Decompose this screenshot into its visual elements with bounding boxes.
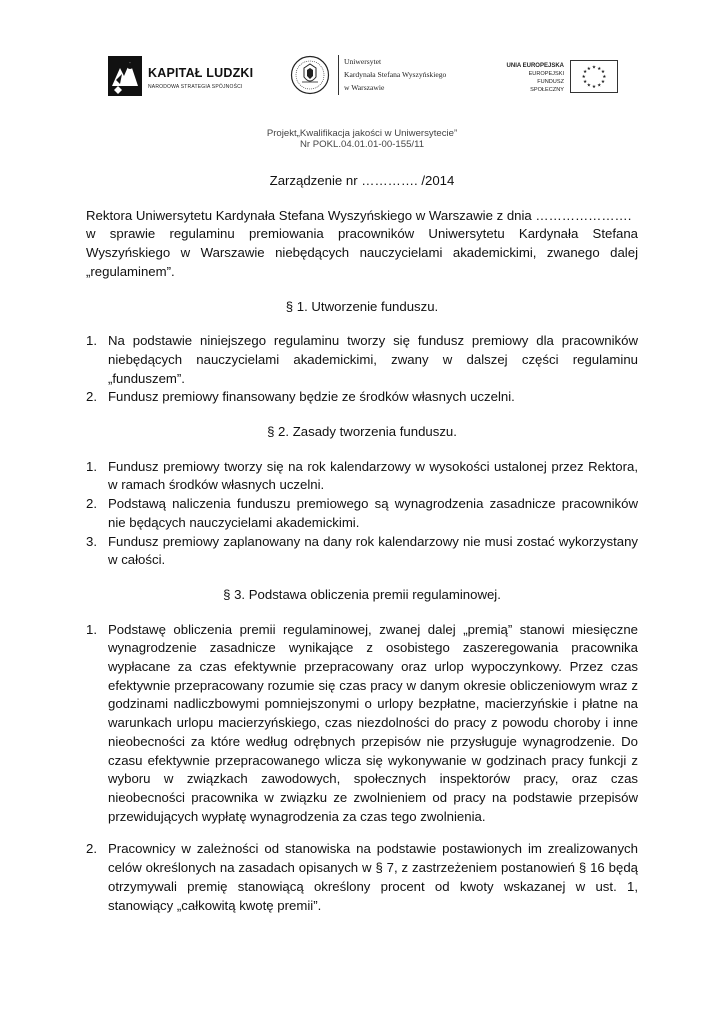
list-item [86, 332, 638, 388]
list-item [86, 621, 638, 827]
section-1-list [86, 332, 638, 407]
intro-line-1: Rektora Uniwersytetu Kardynała Stefana Wyszyńskiego w Warszawie z dnia …………………. [86, 207, 632, 223]
svg-text:★: ★ [582, 70, 588, 76]
list-item [86, 840, 638, 915]
item-number: 2. [86, 496, 97, 512]
svg-text:★: ★ [600, 80, 606, 86]
university-seal-icon [290, 55, 330, 95]
item-text: Fundusz premiowy zaplanowany na dany rok kalendarzowy nie musi zostać wykorzystany w całości. [108, 533, 638, 568]
svg-text:★: ★ [591, 65, 597, 71]
list-spacer [86, 826, 638, 840]
section-2-heading: § 2. Zasady tworzenia funduszu. [267, 424, 457, 440]
intro-rest: w sprawie regulaminu premiowania pracowników Uniwersytetu Kardynała Stefana Wyszyńskiego w Warszawie niebędących nauczycielami akademickimi, zwanego dalej „regulaminem”. [86, 226, 638, 279]
list-item [86, 458, 638, 495]
eu-logo [502, 60, 620, 96]
item-number: 2. [86, 389, 97, 405]
document-body [86, 172, 638, 931]
item-text: Pracownicy w zależności od stanowiska na podstawie postawionych im zrealizowanych celów określonych na zasadach opisanych w § 7, z zastrzeżeniem postanowień § 16 będą otrzymywali premię stanowiącą określony procent od kwoty wskazanej w ust. 1, stanowiący „całkowitą kwotę premii”. [108, 841, 638, 913]
header-logos [108, 50, 618, 106]
document-title: Zarządzenie nr …………. /2014 [269, 173, 455, 188]
eu-line-2: EUROPEJSKI [528, 71, 564, 77]
svg-text:★: ★ [597, 66, 602, 72]
item-text: Podstawą naliczenia funduszu premiowego są wynagrodzenia zasadnicze pracowników nie będących nauczycielami akademickimi. [108, 496, 638, 530]
list-item [86, 495, 638, 532]
item-number: 1. [86, 621, 97, 637]
section-1-heading: § 1. Utworzenie funduszu. [285, 298, 439, 314]
item-text: Podstawę obliczenia premii regulaminowej, zwanej dalej „premią” stanowi miesięczne wynagrodzenie zasadnicze wynikające z osobistego zaszeregowania pracownika wypłacane za czas efektywnie przepracowany oraz urlop wypoczynkowy. Przez czas efektywnie przepracowany rozumie się czas pracy w danym okresie obliczeniowym wraz z godzinami nadliczbowymi pomniejszonymi o urlopy bezpłatne, macierzyńskie i płatne na warunkach urlopu macierzyńskiego, czas niezdolności do pracy z powodu choroby i inne nieobecności za które według odrębnych przepisów nie przysługuje wynagrodzenie. Do czasu efektywnie przepracowanego wlicza się wykonywanie w godzinach pracy funkcji z wyboru w związkach zawodowych, społecznych inspektorów pracy, oraz czas nieobecności pracownika w związku ze zwolnieniem od pracy na podstawie przepisów przewidujących wypłatę wynagrodzenia za czas tego zwolnienia. [108, 621, 638, 824]
item-number: 2. [86, 841, 97, 857]
item-text: Fundusz premiowy finansowany będzie ze środków własnych uczelni. [108, 389, 515, 405]
uksw-line-3: w Warszawie [344, 83, 385, 92]
svg-text:★: ★ [597, 83, 602, 89]
kl-title: KAPITAŁ LUDZKI [148, 66, 254, 80]
kapital-ludzki-mark-icon [108, 56, 142, 96]
section-2-list [86, 458, 638, 570]
eu-line-3: FUNDUSZ SPOŁECZNY [530, 79, 564, 93]
svg-text:★: ★ [581, 75, 586, 81]
svg-text:★: ★ [591, 84, 597, 90]
eu-flag-icon [570, 60, 618, 93]
list-item [86, 533, 638, 570]
uksw-line-2: Kardynała Stefana Wyszyńskiego [344, 70, 447, 79]
item-number: 3. [86, 533, 97, 549]
kapital-ludzki-logo [108, 54, 258, 100]
item-number: 1. [86, 333, 97, 349]
section-3-list [86, 621, 638, 916]
section-3-heading: § 3. Podstawa obliczenia premii regulaminowej. [223, 586, 501, 602]
list-item [86, 388, 638, 407]
project-info [0, 128, 724, 150]
uksw-logo [290, 54, 470, 100]
item-text: Na podstawie niniejszego regulaminu tworzy się fundusz premiowy dla pracowników niebędących nauczycielami akademickimi, zwany w dalszej części regulaminu „funduszem”. [108, 333, 638, 386]
kl-subtitle: NARODOWA STRATEGIA SPÓJNOŚCI [148, 84, 243, 90]
uksw-name-block [338, 55, 478, 95]
project-name: Projekt„Kwalifikacja jakości w Uniwersytecie” [266, 128, 458, 139]
svg-text:★: ★ [600, 70, 606, 76]
eu-title: UNIA EUROPEJSKA [506, 63, 564, 69]
project-number: Nr POKL.04.01.01-00-155/11 [299, 139, 425, 150]
svg-text:★: ★ [586, 83, 591, 89]
eu-text-block [502, 62, 564, 94]
svg-text:★: ★ [586, 66, 591, 72]
uksw-line-1: Uniwersytet [344, 57, 382, 66]
svg-text:★: ★ [602, 75, 607, 81]
item-number: 1. [86, 458, 97, 474]
svg-text:★: ★ [582, 80, 588, 86]
document-intro [86, 207, 638, 282]
item-text: Fundusz premiowy tworzy się na rok kalendarzowy w wysokości ustalonej przez Rektora, w ramach środków własnych uczelni. [108, 458, 638, 493]
